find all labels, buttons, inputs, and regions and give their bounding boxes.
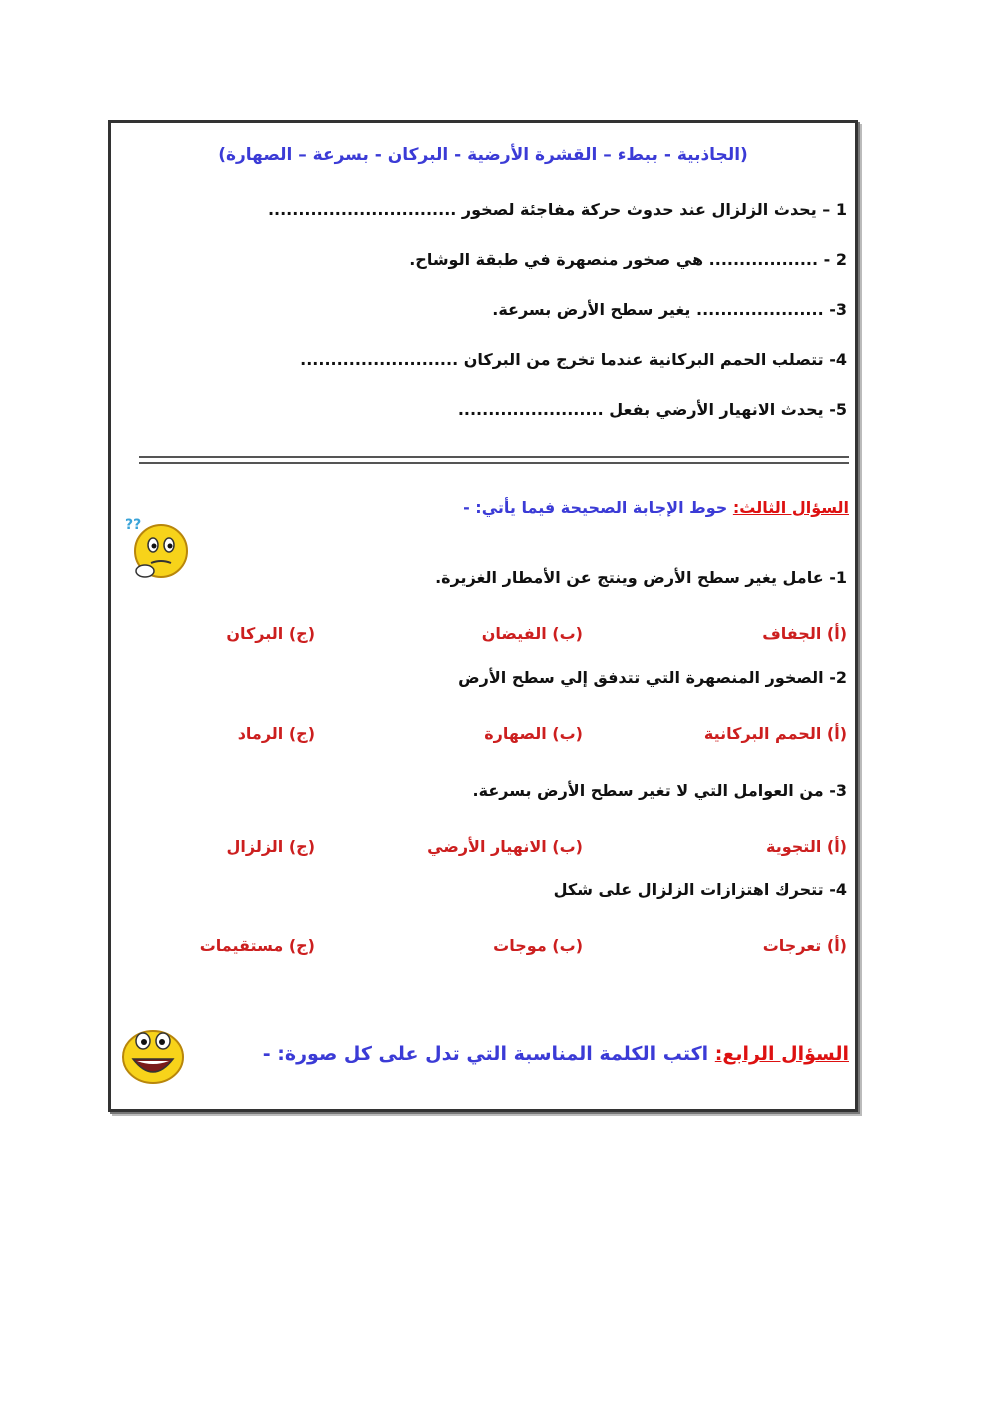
- q3-2-option-c[interactable]: (ج) الرماد: [237, 724, 315, 743]
- q3-question-3: 3- من العوامل التي لا تغير سطح الأرض بسرعة.: [472, 781, 847, 800]
- q3-1-option-b[interactable]: (ب) الفيضان: [481, 624, 583, 643]
- q3-4-option-c[interactable]: (ج) مستقيمات: [199, 936, 315, 955]
- fill-blank-5: 5- يحدث الانهيار الأرضي بفعل ........................: [457, 400, 847, 419]
- q3-3-option-c[interactable]: (ج) الزلزال: [226, 837, 315, 856]
- q3-question-2: 2- الصخور المنصهرة التي تتدفق إلي سطح الأرض: [458, 668, 847, 687]
- question4-label: السؤال الرابع:: [714, 1043, 849, 1065]
- question3-heading: [463, 498, 849, 517]
- q3-4-option-a[interactable]: (أ) تعرجات: [762, 936, 847, 955]
- q3-1-option-c[interactable]: (ج) البركان: [226, 624, 315, 643]
- q3-1-option-a[interactable]: (أ) الجفاف: [762, 624, 847, 643]
- thinking-face-icon: [121, 513, 193, 585]
- fill-blank-2: 2 - .................. هي صخور منصهرة في طبقة الوشاح.: [409, 250, 847, 269]
- q3-2-option-a[interactable]: (أ) الحمم البركانية: [703, 724, 847, 743]
- fill-blank-1: 1 – يحدث الزلزال عند حدوث حركة مفاجئة لصخور ...............................: [267, 200, 847, 219]
- fill-blank-4: 4- تتصلب الحمم البركانية عندما تخرج من البركان ..........................: [300, 350, 847, 369]
- question4-text: اكتب الكلمة المناسبة التي تدل على كل صورة: -: [262, 1043, 715, 1065]
- q3-3-option-b[interactable]: (ب) الانهيار الأرضي: [427, 837, 583, 856]
- section-divider: [139, 456, 849, 464]
- question3-label: السؤال الثالث:: [732, 498, 849, 517]
- question3-text: حوط الإجابة الصحيحة فيما يأتي: -: [463, 498, 733, 517]
- q3-3-option-a[interactable]: (أ) التجوية: [766, 837, 847, 856]
- q3-4-option-b[interactable]: (ب) موجات: [493, 936, 583, 955]
- svg-text:??: ??: [125, 517, 142, 533]
- q3-question-4: 4- تتحرك اهتزازات الزلزال على شكل: [553, 880, 847, 899]
- q3-question-1: 1- عامل يغير سطح الأرض وينتج عن الأمطار الغزيرة.: [435, 568, 847, 587]
- word-bank: (الجاذبية - ببطء – القشرة الأرضية - البركان - بسرعة – الصهارة): [218, 145, 748, 165]
- question4-heading: [263, 1043, 849, 1065]
- smiley-face-icon: [117, 1023, 189, 1087]
- q3-2-option-b[interactable]: (ب) الصهارة: [484, 724, 583, 743]
- worksheet-frame: [108, 120, 858, 1112]
- fill-blank-3: 3- ..................... يغير سطح الأرض بسرعة.: [492, 300, 847, 319]
